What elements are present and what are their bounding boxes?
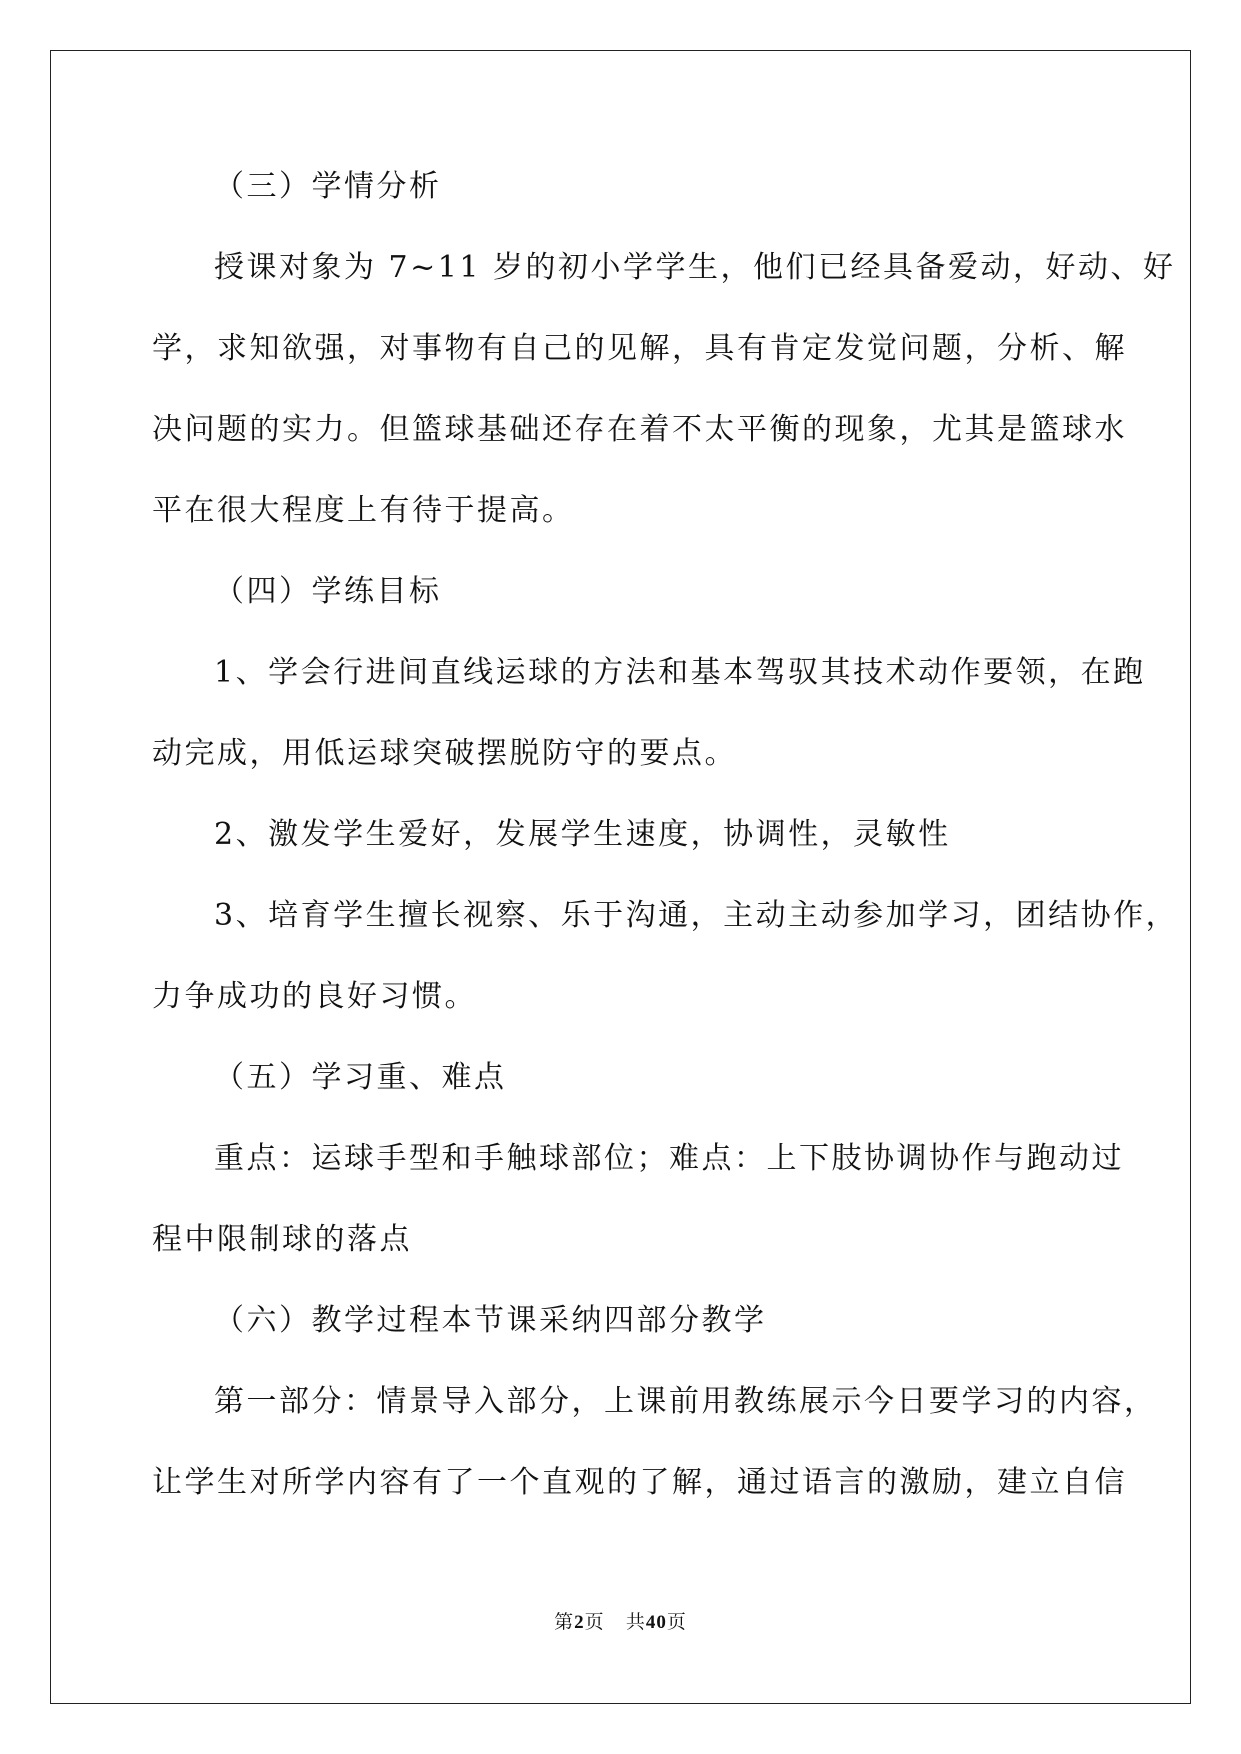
footer-page-prefix: 第 — [554, 1611, 575, 1633]
paragraph-line: 程中限制球的落点 — [152, 1222, 412, 1257]
section-heading: （六）教学过程本节课采纳四部分教学 — [214, 1303, 767, 1338]
paragraph-line: 1、学会行进间直线运球的方法和基本驾驭其技术动作要领，在跑 — [214, 655, 1146, 690]
section-heading: （四）学练目标 — [214, 574, 442, 609]
paragraph-line: 让学生对所学内容有了一个直观的了解，通过语言的激励，建立自信 — [152, 1465, 1127, 1500]
footer-total-pages: 40 — [645, 1612, 667, 1633]
paragraph-line: 授课对象为 7~11 岁的初小学学生，他们已经具备爱动，好动、好 — [214, 250, 1176, 285]
footer-page-number: 2 — [574, 1612, 585, 1633]
section-heading: （三）学情分析 — [214, 169, 442, 204]
paragraph-line: 重点：运球手型和手触球部位；难点：上下肢协调协作与跑动过 — [214, 1141, 1124, 1176]
paragraph-line: 动完成，用低运球突破摆脱防守的要点。 — [152, 736, 737, 771]
paragraph-line: 学，求知欲强，对事物有自己的见解，具有肯定发觉问题，分析、解 — [152, 331, 1127, 366]
paragraph-line: 2、激发学生爱好，发展学生速度，协调性，灵敏性 — [214, 817, 951, 852]
paragraph-line: 平在很大程度上有待于提高。 — [152, 493, 575, 528]
paragraph-line: 3、培育学生擅长视察、乐于沟通，主动主动参加学习，团结协作， — [214, 898, 1179, 933]
paragraph-line: 第一部分：情景导入部分，上课前用教练展示今日要学习的内容， — [214, 1384, 1157, 1419]
page-footer — [0, 1607, 1241, 1634]
paragraph-line: 决问题的实力。但篮球基础还存在着不太平衡的现象，尤其是篮球水 — [152, 412, 1127, 447]
footer-page-suffix: 页 — [584, 1611, 605, 1633]
footer-total-prefix: 共 — [625, 1611, 646, 1633]
section-heading: （五）学习重、难点 — [214, 1060, 507, 1095]
document-body — [152, 146, 1179, 1523]
footer-total-suffix: 页 — [666, 1611, 687, 1633]
paragraph-line: 力争成功的良好习惯。 — [152, 979, 477, 1014]
